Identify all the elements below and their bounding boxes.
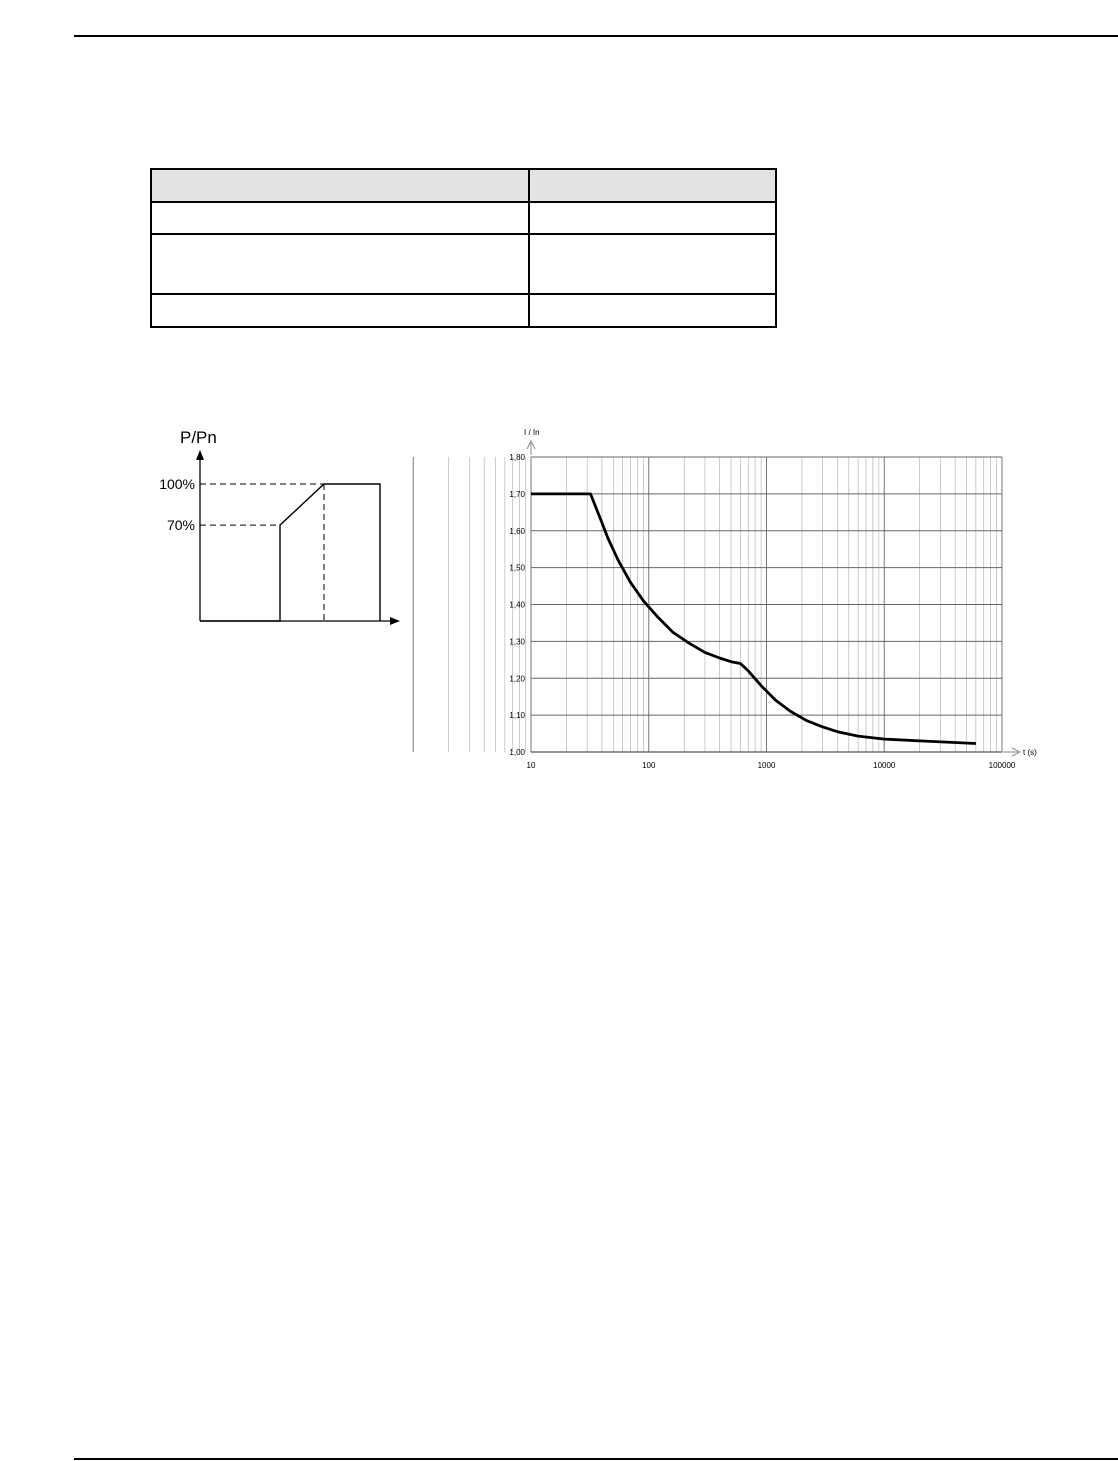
overload-x-tick-label: 10 <box>526 761 536 770</box>
overload-y-tick-labels <box>509 453 525 757</box>
power-x-axis-arrow <box>390 617 400 625</box>
overload-y-tick-label: 1,60 <box>509 526 525 536</box>
overload-y-tick-label: 1,80 <box>509 453 525 462</box>
power-y-axis-arrow <box>196 450 204 460</box>
spec-table <box>150 168 777 328</box>
table-cell <box>529 202 776 234</box>
table-row <box>151 234 776 294</box>
overload-x-axis-label: t (s) <box>1023 748 1037 757</box>
power-derating-chart <box>140 420 420 640</box>
table-cell <box>529 294 776 327</box>
overload-y-tick-label: 1,30 <box>509 637 525 647</box>
overload-y-tick-label: 1,00 <box>509 748 525 757</box>
overload-grid <box>413 457 1002 752</box>
overload-y-tick-label: 1,40 <box>509 600 525 610</box>
power-reference-lines <box>200 484 324 621</box>
overload-x-tick-label: 1000 <box>757 761 776 770</box>
table-row <box>151 294 776 327</box>
top-rule <box>74 35 1118 37</box>
power-y-axis-label: P/Pn <box>180 428 217 447</box>
table-cell <box>151 234 529 294</box>
overload-series-line <box>531 494 976 744</box>
table-cell <box>151 202 529 234</box>
table-row <box>151 202 776 234</box>
overload-curve-chart <box>500 420 1060 780</box>
table-cell <box>529 169 776 202</box>
table-cell <box>151 169 529 202</box>
overload-x-tick-label: 10000 <box>873 761 896 770</box>
overload-y-tick-label: 1,10 <box>509 711 525 721</box>
power-y-tick-label: 100% <box>159 476 195 492</box>
overload-x-tick-labels <box>527 761 1016 770</box>
table-cell <box>151 294 529 327</box>
power-y-tick-labels <box>159 476 195 533</box>
bottom-rule <box>74 1458 1118 1460</box>
overload-x-tick-label: 100 <box>642 761 656 770</box>
overload-x-tick-label: 100000 <box>988 761 1016 770</box>
power-y-tick-label: 70% <box>166 517 195 534</box>
power-series-line <box>200 484 380 621</box>
overload-y-axis-label: I / In <box>524 428 540 437</box>
overload-y-tick-label: 1,70 <box>509 489 525 499</box>
overload-y-tick-label: 1,20 <box>509 674 525 684</box>
table-header-row <box>151 169 776 202</box>
overload-y-tick-label: 1,50 <box>509 563 525 573</box>
table-cell <box>529 234 776 294</box>
